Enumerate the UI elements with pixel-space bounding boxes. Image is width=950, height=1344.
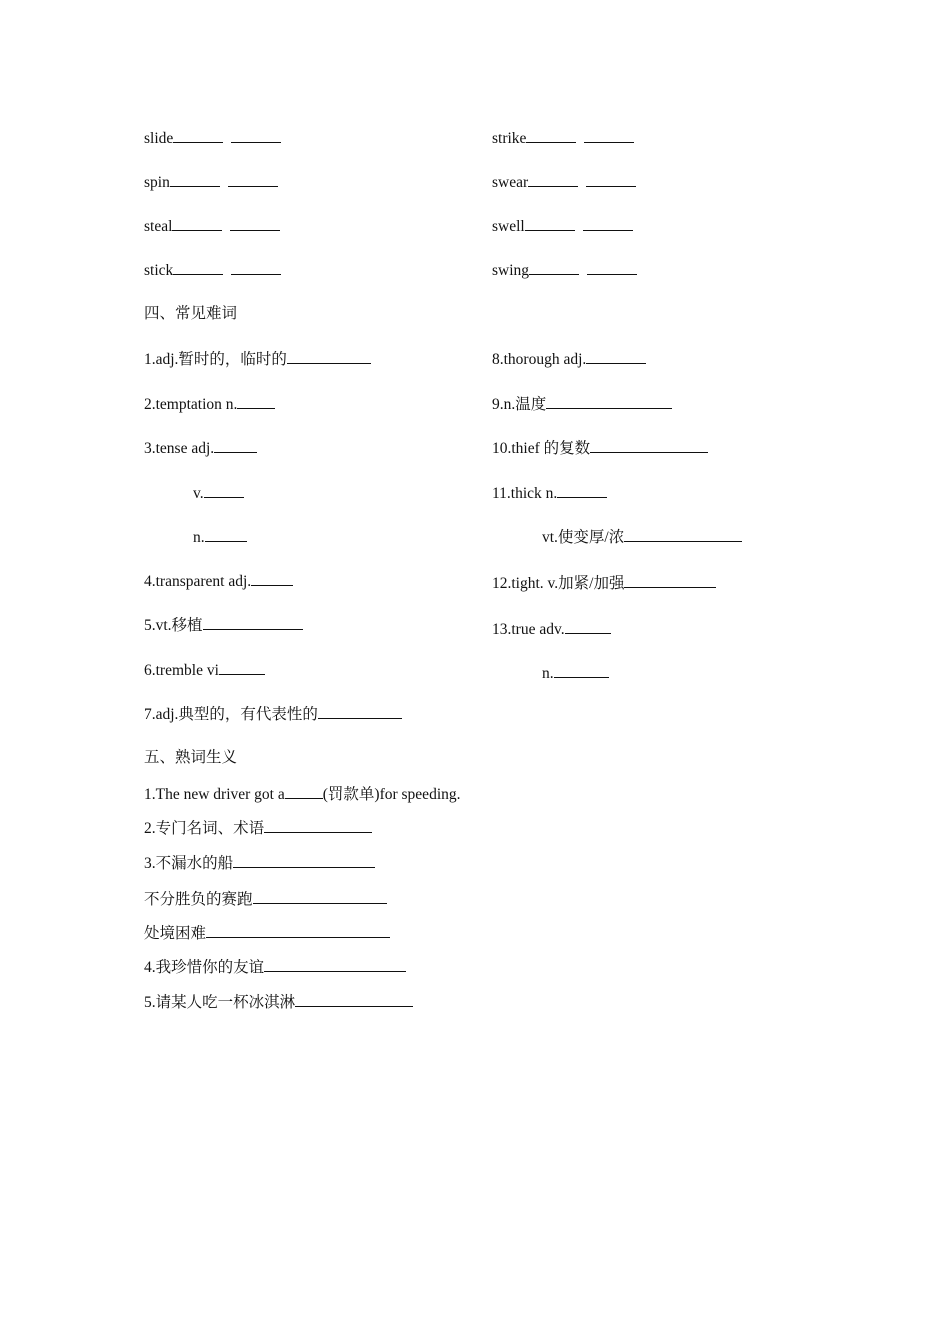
question-text: 6.tremble vi [144,662,219,679]
question-text: n. [193,529,205,546]
question-text: 4.我珍惜你的友谊 [144,959,265,976]
verb-swell: swell [492,218,525,235]
verb-swear: swear [492,174,529,191]
phrase-question-3b [144,888,387,910]
question-11-vt [542,526,742,548]
answer-blank[interactable] [528,171,578,187]
question-1 [144,348,371,370]
answer-blank[interactable] [587,259,637,275]
question-8 [492,348,646,370]
answer-blank[interactable] [285,783,323,799]
question-4 [144,570,293,592]
question-text: 处境困难 [144,925,207,942]
answer-blank[interactable] [214,437,257,453]
question-7 [144,703,402,725]
answer-blank[interactable] [525,215,575,231]
section-heading: 四、常见难词 [144,305,238,322]
phrase-question-3c [144,922,390,944]
verb-steal: steal [144,218,173,235]
question-text: 11.thick n. [492,485,558,502]
question-text: 2.temptation n. [144,396,238,413]
verb-row-left [144,259,281,281]
answer-blank[interactable] [529,259,579,275]
question-text: n. [542,665,554,682]
answer-blank[interactable] [287,348,371,364]
question-text: 1.The new driver got a [144,786,285,803]
verb-spin: spin [144,174,170,191]
answer-blank[interactable] [173,127,223,143]
verb-row-right [492,127,634,149]
question-text: 8.thorough adj. [492,351,587,368]
answer-blank[interactable] [173,259,223,275]
question-3 [144,437,257,459]
question-2 [144,393,275,415]
question-text: 4.transparent adj. [144,573,252,590]
answer-blank[interactable] [230,215,280,231]
answer-blank[interactable] [170,171,220,187]
verb-row-left [144,127,281,149]
answer-blank[interactable] [172,215,222,231]
answer-blank[interactable] [203,614,303,630]
answer-blank[interactable] [264,817,372,833]
question-text: 3.tense adj. [144,440,215,457]
answer-blank[interactable] [251,570,293,586]
question-text: 1.adj.暂时的，临时的 [144,351,287,368]
question-11 [492,482,607,504]
answer-blank[interactable] [205,526,247,542]
question-text: 5.请某人吃一杯冰淇淋 [144,994,296,1011]
verb-strike: strike [492,130,527,147]
question-text: (罚款单)for speeding. [322,786,461,803]
phrase-question-2 [144,817,372,839]
verb-row-right [492,215,633,237]
question-3-noun [193,526,247,548]
question-12 [492,572,716,594]
question-6 [144,659,265,681]
question-text: 10.thief 的复数 [492,440,591,457]
question-text: 3.不漏水的船 [144,855,234,872]
verb-row-right [492,259,637,281]
question-text: 5.vt.移植 [144,617,203,634]
answer-blank[interactable] [204,482,244,498]
question-text: 13.true adv. [492,621,565,638]
section-heading: 五、熟词生义 [144,749,238,766]
answer-blank[interactable] [586,171,636,187]
answer-blank[interactable] [295,991,413,1007]
answer-blank[interactable] [228,171,278,187]
answer-blank[interactable] [583,215,633,231]
answer-blank[interactable] [231,259,281,275]
question-text: 不分胜负的赛跑 [144,891,253,908]
answer-blank[interactable] [624,526,742,542]
verb-slide: slide [144,130,174,147]
question-text: vt.使变厚/浓 [542,529,625,546]
answer-blank[interactable] [526,127,576,143]
answer-blank[interactable] [590,437,708,453]
question-10 [492,437,708,459]
verb-row-right [492,171,636,193]
phrase-question-3 [144,852,375,874]
answer-blank[interactable] [231,127,281,143]
verb-row-left [144,171,278,193]
question-9 [492,393,672,415]
answer-blank[interactable] [546,393,672,409]
question-text: 12.tight. v.加紧/加强 [492,575,625,592]
phrase-question-4 [144,956,406,978]
answer-blank[interactable] [318,703,402,719]
answer-blank[interactable] [233,852,375,868]
question-5 [144,614,303,636]
verb-stick: stick [144,262,174,279]
verb-swing: swing [492,262,530,279]
answer-blank[interactable] [624,572,716,588]
question-13-noun [542,662,609,684]
phrase-question-1 [144,783,461,805]
answer-blank[interactable] [206,922,390,938]
question-text: 2.专门名词、术语 [144,820,265,837]
answer-blank[interactable] [557,482,607,498]
question-text: 7.adj.典型的，有代表性的 [144,706,318,723]
question-text: 9.n.温度 [492,396,547,413]
verb-row-left [144,215,280,237]
answer-blank[interactable] [586,348,646,364]
answer-blank[interactable] [584,127,634,143]
answer-blank[interactable] [554,662,609,678]
answer-blank[interactable] [565,618,611,634]
answer-blank[interactable] [237,393,275,409]
phrase-question-5 [144,991,413,1013]
answer-blank[interactable] [264,956,406,972]
question-3-verb [193,482,244,504]
answer-blank[interactable] [219,659,265,675]
question-text: v. [193,485,204,502]
question-13 [492,618,611,640]
answer-blank[interactable] [253,888,387,904]
